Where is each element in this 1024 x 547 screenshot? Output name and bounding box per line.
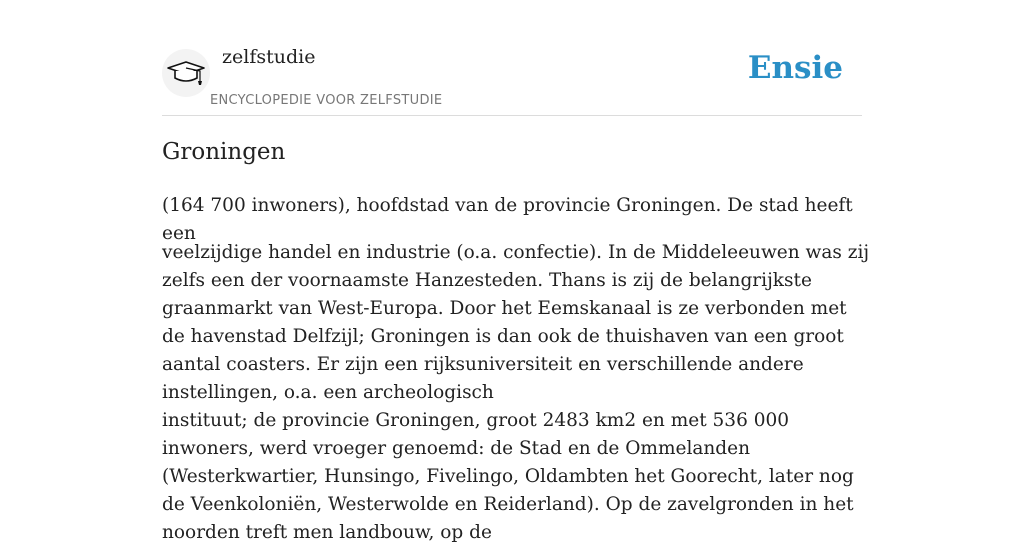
site-header [162,40,862,116]
article-paragraph: (164 700 inwoners), hoofdstad van de provincie Groningen. De stad heeft een [162,195,853,244]
graduation-cap-icon [166,55,206,91]
brand-logo-link[interactable]: Ensie [747,50,843,86]
site-logo[interactable] [162,49,210,97]
article-paragraph: instituut; de provincie Groningen, groot 2483 km2 en met 536 000 inwoners, werd vroeger genoemd: de Stad en de Ommelanden (Westerkwartier, Hunsingo, Fivelingo, Oldambten het Goorecht, later nog de Veenkoloniën, Westerwolde en Reiderland). Op de zavelgronden in het noorden treft men landbouw, op de [162,410,854,543]
site-subtitle: ENCYCLOPEDIE VOOR ZELFSTUDIE [210,93,443,108]
site-name[interactable]: zelfstudie [222,46,316,68]
article-paragraph: veelzijdige handel en industrie (o.a. confectie). In de Middeleeuwen was zij zelfs een der voornaamste Hanzesteden. Thans is zij de belangrijkste graanmarkt van West-Europa. Door het Eemskanaal is ze verbonden met de havenstad Delfzijl; Groningen is dan ook de thuishaven van een groot aantal coasters. Er zijn een rijksuniversiteit en verschillende andere instellingen, o.a. een archeologisch [162,242,870,403]
article-title: Groningen [162,139,286,165]
